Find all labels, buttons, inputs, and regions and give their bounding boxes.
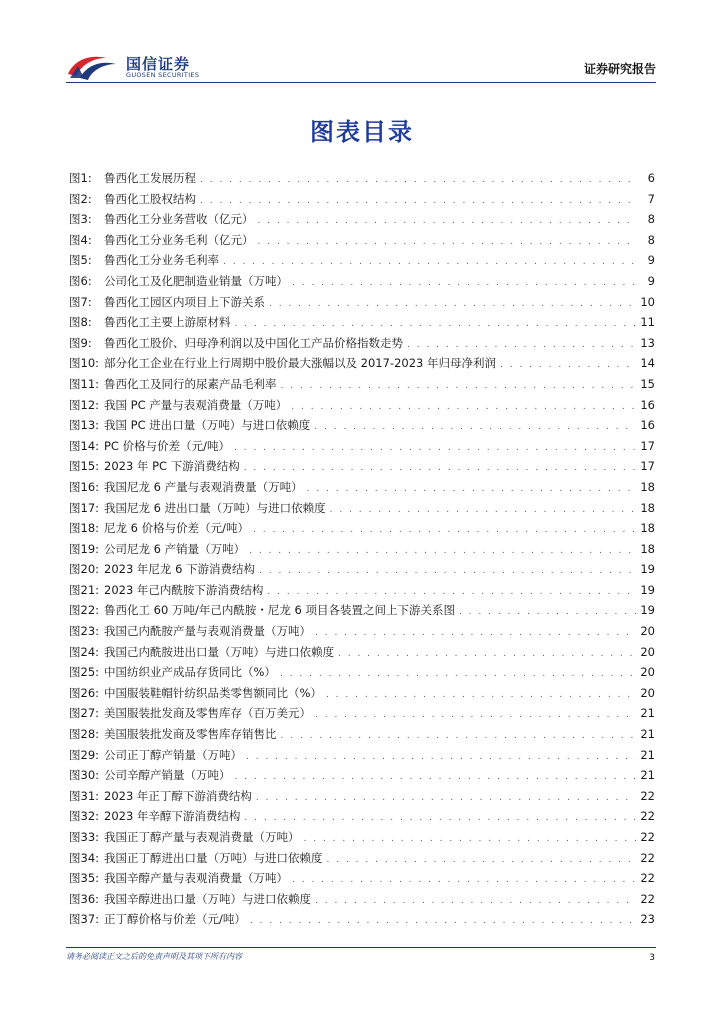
toc-entry-title: 鲁西化工园区内项目上下游关系	[104, 294, 265, 309]
toc-dot-leader	[326, 685, 636, 706]
toc-entry-title: 鲁西化工 60 万吨/年己内酰胺・尼龙 6 项目各装置之间上下游关系图	[104, 603, 455, 618]
toc-entry-page: 15	[640, 376, 655, 391]
page-number: 3	[649, 953, 655, 963]
toc-entry[interactable]	[69, 559, 655, 580]
logo-chinese-name: 国信证券	[126, 55, 191, 73]
toc-entry-page: 7	[647, 191, 655, 206]
toc-entry-page: 19	[640, 582, 655, 597]
toc-dot-leader	[269, 294, 636, 315]
toc-entry[interactable]	[69, 745, 655, 766]
toc-entry-title: 鲁西化工分业务毛利（亿元）	[104, 232, 254, 247]
toc-entry[interactable]	[69, 786, 655, 807]
toc-entry[interactable]	[69, 250, 655, 271]
toc-entry-number: 图33:	[69, 830, 100, 844]
toc-entry[interactable]	[69, 230, 655, 251]
toc-entry-page: 9	[647, 253, 655, 268]
toc-entry-number: 图18:	[69, 521, 100, 536]
toc-dot-leader	[330, 500, 637, 521]
toc-entry-page: 11	[640, 315, 655, 330]
toc-entry-title: 2023 年正丁醇下游消费结构	[104, 788, 252, 803]
toc-entry[interactable]	[69, 312, 655, 333]
toc-entry-number: 图21:	[69, 582, 100, 597]
toc-entry-page: 17	[640, 438, 655, 453]
toc-entry-number: 图26:	[69, 685, 100, 700]
toc-entry-page: 16	[640, 397, 655, 412]
toc-entry-page: 19	[640, 603, 655, 618]
toc-dot-leader	[315, 891, 636, 912]
toc-entry-title: 2023 年 PC 下游消费结构	[104, 459, 240, 474]
toc-entry[interactable]	[69, 209, 655, 230]
toc-entry-page: 8	[647, 212, 655, 227]
toc-entry-number: 图7:	[69, 294, 92, 309]
toc-entry-number: 图30:	[69, 768, 100, 783]
toc-entry-title: 部分化工企业在行业上行周期中股价最大涨幅以及 2017-2023 年归母净利润	[104, 356, 496, 371]
toc-dot-leader	[500, 355, 636, 376]
toc-entry-number: 图3:	[69, 212, 92, 227]
toc-entry-number: 图1:	[69, 171, 92, 185]
toc-entry-title: 2023 年尼龙 6 下游消费结构	[104, 562, 256, 577]
toc-dot-leader	[280, 664, 636, 685]
toc-entry-number: 图17:	[69, 500, 100, 515]
toc-dot-leader	[281, 726, 637, 747]
toc-dot-leader	[259, 561, 636, 582]
toc-entry[interactable]	[69, 189, 655, 210]
toc-entry-title: 鲁西化工主要上游原材料	[104, 315, 231, 330]
toc-entry[interactable]	[69, 374, 655, 395]
toc-entry-page: 22	[640, 871, 655, 886]
toc-entry[interactable]	[69, 848, 655, 869]
toc-entry-title: 我国辛醇进出口量（万吨）与进口依赖度	[104, 891, 311, 906]
toc-entry[interactable]	[69, 765, 655, 786]
toc-entry-page: 21	[640, 706, 655, 721]
toc-entry-title: PC 价格与价差（元/吨）	[104, 438, 230, 453]
toc-entry-title: 中国纺织业产成品存货同比（%）	[104, 665, 276, 680]
toc-dot-leader	[235, 767, 637, 788]
toc-entry[interactable]	[69, 806, 655, 827]
toc-entry-page: 20	[640, 644, 655, 659]
toc-entry[interactable]	[69, 909, 655, 930]
toc-entry-title: 公司正丁醇产销量（万吨）	[104, 747, 242, 762]
toc-entry-page: 16	[640, 418, 655, 433]
toc-entry-number: 图8:	[69, 315, 92, 330]
toc-dot-leader	[281, 376, 637, 397]
toc-entry-page: 22	[640, 809, 655, 824]
toc-entry-number: 图36:	[69, 891, 100, 906]
toc-entry[interactable]	[69, 498, 655, 519]
toc-entry[interactable]	[69, 292, 655, 313]
toc-dot-leader	[246, 747, 636, 768]
toc-dot-leader	[253, 520, 636, 541]
toc-entry[interactable]	[69, 539, 655, 560]
toc-dot-leader	[407, 335, 636, 356]
toc-dot-leader	[459, 602, 636, 623]
toc-entry[interactable]	[69, 662, 655, 683]
toc-entry-page: 20	[640, 685, 655, 700]
toc-entry-title: 鲁西化工发展历程	[104, 171, 196, 185]
toc-dot-leader	[256, 788, 636, 809]
toc-entry-title: 我国 PC 产量与表观消费量（万吨）	[104, 397, 288, 412]
toc-dot-leader	[235, 314, 637, 335]
toc-dot-leader	[267, 582, 636, 603]
toc-entry[interactable]	[69, 456, 655, 477]
toc-entry[interactable]	[69, 868, 655, 889]
toc-entry-number: 图14:	[69, 438, 100, 453]
toc-dot-leader	[234, 438, 636, 459]
toc-entry-page: 10	[640, 294, 655, 309]
toc-entry[interactable]	[69, 395, 655, 416]
toc-entry[interactable]	[69, 436, 655, 457]
toc-entry-number: 图6:	[69, 273, 92, 288]
toc-entry-number: 图29:	[69, 747, 100, 762]
toc-entry-title: 中国服装鞋帽针纺织品类零售额同比（%）	[104, 685, 322, 700]
toc-entry[interactable]	[69, 415, 655, 436]
toc-entry-title: 美国服装批发商及零售库存（百万美元）	[104, 706, 311, 721]
toc-entry[interactable]	[69, 683, 655, 704]
toc-entry-page: 20	[640, 665, 655, 680]
toc-entry-number: 图27:	[69, 706, 100, 721]
toc-entry-page: 22	[640, 788, 655, 803]
toc-entry-title: 公司化工及化肥制造业销量（万吨）	[104, 273, 288, 288]
toc-dot-leader	[258, 211, 638, 232]
toc-entry-title: 我国己内酰胺进出口量（万吨）与进口依赖度	[104, 644, 334, 659]
toc-dot-leader	[200, 170, 637, 191]
disclaimer-text: 请务必阅读正文之后的免责声明及其项下所有内容	[66, 952, 242, 961]
toc-dot-leader	[307, 479, 637, 500]
toc-entry[interactable]	[69, 477, 655, 498]
toc-entry-number: 图20:	[69, 562, 100, 577]
toc-entry-page: 18	[640, 521, 655, 536]
toc-dot-leader	[314, 417, 636, 438]
toc-entry[interactable]	[69, 518, 655, 539]
toc-entry-page: 22	[640, 891, 655, 906]
toc-entry-number: 图16:	[69, 479, 100, 494]
toc-dot-leader	[338, 644, 636, 665]
toc-entry-number: 图4:	[69, 232, 92, 247]
guosen-logo-icon	[66, 52, 118, 82]
toc-entry-page: 13	[640, 335, 655, 350]
toc-entry[interactable]	[69, 168, 655, 189]
toc-entry-title: 我国尼龙 6 进出口量（万吨）与进口依赖度	[104, 500, 326, 515]
toc-entry-number: 图28:	[69, 727, 100, 742]
toc-entry-title: 我国尼龙 6 产量与表观消费量（万吨）	[104, 479, 303, 494]
toc-entry-title: 鲁西化工及同行的尿素产品毛利率	[104, 376, 277, 391]
toc-entry-number: 图32:	[69, 809, 100, 824]
toc-entry-title: 公司尼龙 6 产销量（万吨）	[104, 541, 246, 556]
toc-entry[interactable]	[69, 703, 655, 724]
toc-entry-title: 鲁西化工股权结构	[104, 191, 196, 206]
toc-entry-page: 22	[640, 830, 655, 844]
toc-entry-number: 图9:	[69, 335, 92, 350]
toc-entry[interactable]	[69, 600, 655, 621]
toc-entry-number: 图2:	[69, 191, 92, 206]
toc-entry-page: 8	[647, 232, 655, 247]
logo-english-name: GUOSEN SECURITIES	[126, 71, 200, 79]
toc-entry-page: 20	[640, 624, 655, 639]
toc-entry-title: 我国正丁醇进出口量（万吨）与进口依赖度	[104, 850, 323, 865]
guosen-logo	[66, 50, 266, 84]
toc-dot-leader	[304, 829, 637, 850]
toc-entry[interactable]	[69, 724, 655, 745]
toc-entry-title: 鲁西化工分业务毛利率	[104, 253, 219, 268]
toc-dot-leader	[223, 252, 637, 273]
toc-dot-leader	[292, 870, 636, 891]
toc-entry-title: 尼龙 6 价格与价差（元/吨）	[104, 521, 250, 536]
toc-entry-number: 图34:	[69, 850, 100, 865]
toc-dot-leader	[292, 273, 637, 294]
toc-dot-leader	[249, 541, 636, 562]
toc-entry-number: 图35:	[69, 871, 100, 886]
toc-entry-title: 2023 年己内酰胺下游消费结构	[104, 582, 264, 597]
toc-entry-number: 图31:	[69, 788, 100, 803]
toc-entry-page: 9	[647, 273, 655, 288]
toc-entry-number: 图22:	[69, 603, 100, 618]
toc-entry-number: 图10:	[69, 356, 100, 371]
toc-entry-title: 公司辛醇产销量（万吨）	[104, 768, 231, 783]
page-title: 图表目录	[310, 118, 414, 146]
toc-entry-page: 18	[640, 541, 655, 556]
toc-entry-title: 我国辛醇产量与表观消费量（万吨）	[104, 871, 288, 886]
header-divider	[66, 82, 656, 83]
toc-entry[interactable]	[69, 642, 655, 663]
toc-entry-page: 21	[640, 727, 655, 742]
toc-entry-title: 鲁西化工分业务营收（亿元）	[104, 212, 254, 227]
toc-entry[interactable]	[69, 889, 655, 910]
toc-entry-title: 2023 年辛醇下游消费结构	[104, 809, 241, 824]
report-type-label: 证券研究报告	[583, 62, 656, 76]
toc-entry[interactable]	[69, 621, 655, 642]
toc-entry-number: 图11:	[69, 376, 100, 391]
toc-dot-leader	[258, 232, 638, 253]
toc-entry-number: 图13:	[69, 418, 100, 433]
toc-entry[interactable]	[69, 333, 655, 354]
toc-entry-number: 图25:	[69, 665, 100, 680]
toc-entry-title: 我国己内酰胺产量与表观消费量（万吨）	[104, 624, 311, 639]
toc-dot-leader	[291, 397, 636, 418]
page-header	[66, 50, 656, 84]
toc-entry-title: 正丁醇价格与价差（元/吨）	[104, 912, 246, 927]
toc-entry-page: 21	[640, 747, 655, 762]
toc-entry-title: 鲁西化工股价、归母净利润以及中国化工产品价格指数走势	[104, 335, 403, 350]
toc-entry-page: 6	[647, 171, 655, 185]
toc-entry-title: 我国 PC 进出口量（万吨）与进口依赖度	[104, 418, 311, 433]
toc-dot-leader	[315, 705, 636, 726]
toc-entry-title: 美国服装批发商及零售库存销售比	[104, 727, 277, 742]
toc-entry-number: 图23:	[69, 624, 100, 639]
toc-entry-page: 23	[640, 912, 655, 927]
toc-entry-number: 图19:	[69, 541, 100, 556]
toc-entry-page: 22	[640, 850, 655, 865]
toc-entry[interactable]	[69, 827, 655, 848]
toc-entry-page: 18	[640, 500, 655, 515]
toc-entry[interactable]	[69, 353, 655, 374]
toc-entry-page: 18	[640, 479, 655, 494]
toc-entry-page: 19	[640, 562, 655, 577]
toc-entry-page: 21	[640, 768, 655, 783]
toc-entry[interactable]	[69, 580, 655, 601]
toc-dot-leader	[315, 623, 636, 644]
figure-list	[69, 168, 655, 930]
footer-divider	[66, 947, 656, 948]
toc-entry-number: 图15:	[69, 459, 100, 474]
toc-entry-page: 14	[640, 356, 655, 371]
toc-entry-title: 我国正丁醇产量与表观消费量（万吨）	[104, 830, 300, 844]
toc-entry-number: 图37:	[69, 912, 100, 927]
toc-dot-leader	[200, 191, 637, 212]
toc-dot-leader	[250, 911, 636, 932]
toc-entry-number: 图5:	[69, 253, 92, 268]
toc-dot-leader	[244, 808, 636, 829]
toc-dot-leader	[244, 458, 637, 479]
toc-dot-leader	[327, 850, 637, 871]
toc-entry-number: 图24:	[69, 644, 100, 659]
toc-entry-number: 图12:	[69, 397, 100, 412]
toc-entry[interactable]	[69, 271, 655, 292]
toc-entry-page: 17	[640, 459, 655, 474]
